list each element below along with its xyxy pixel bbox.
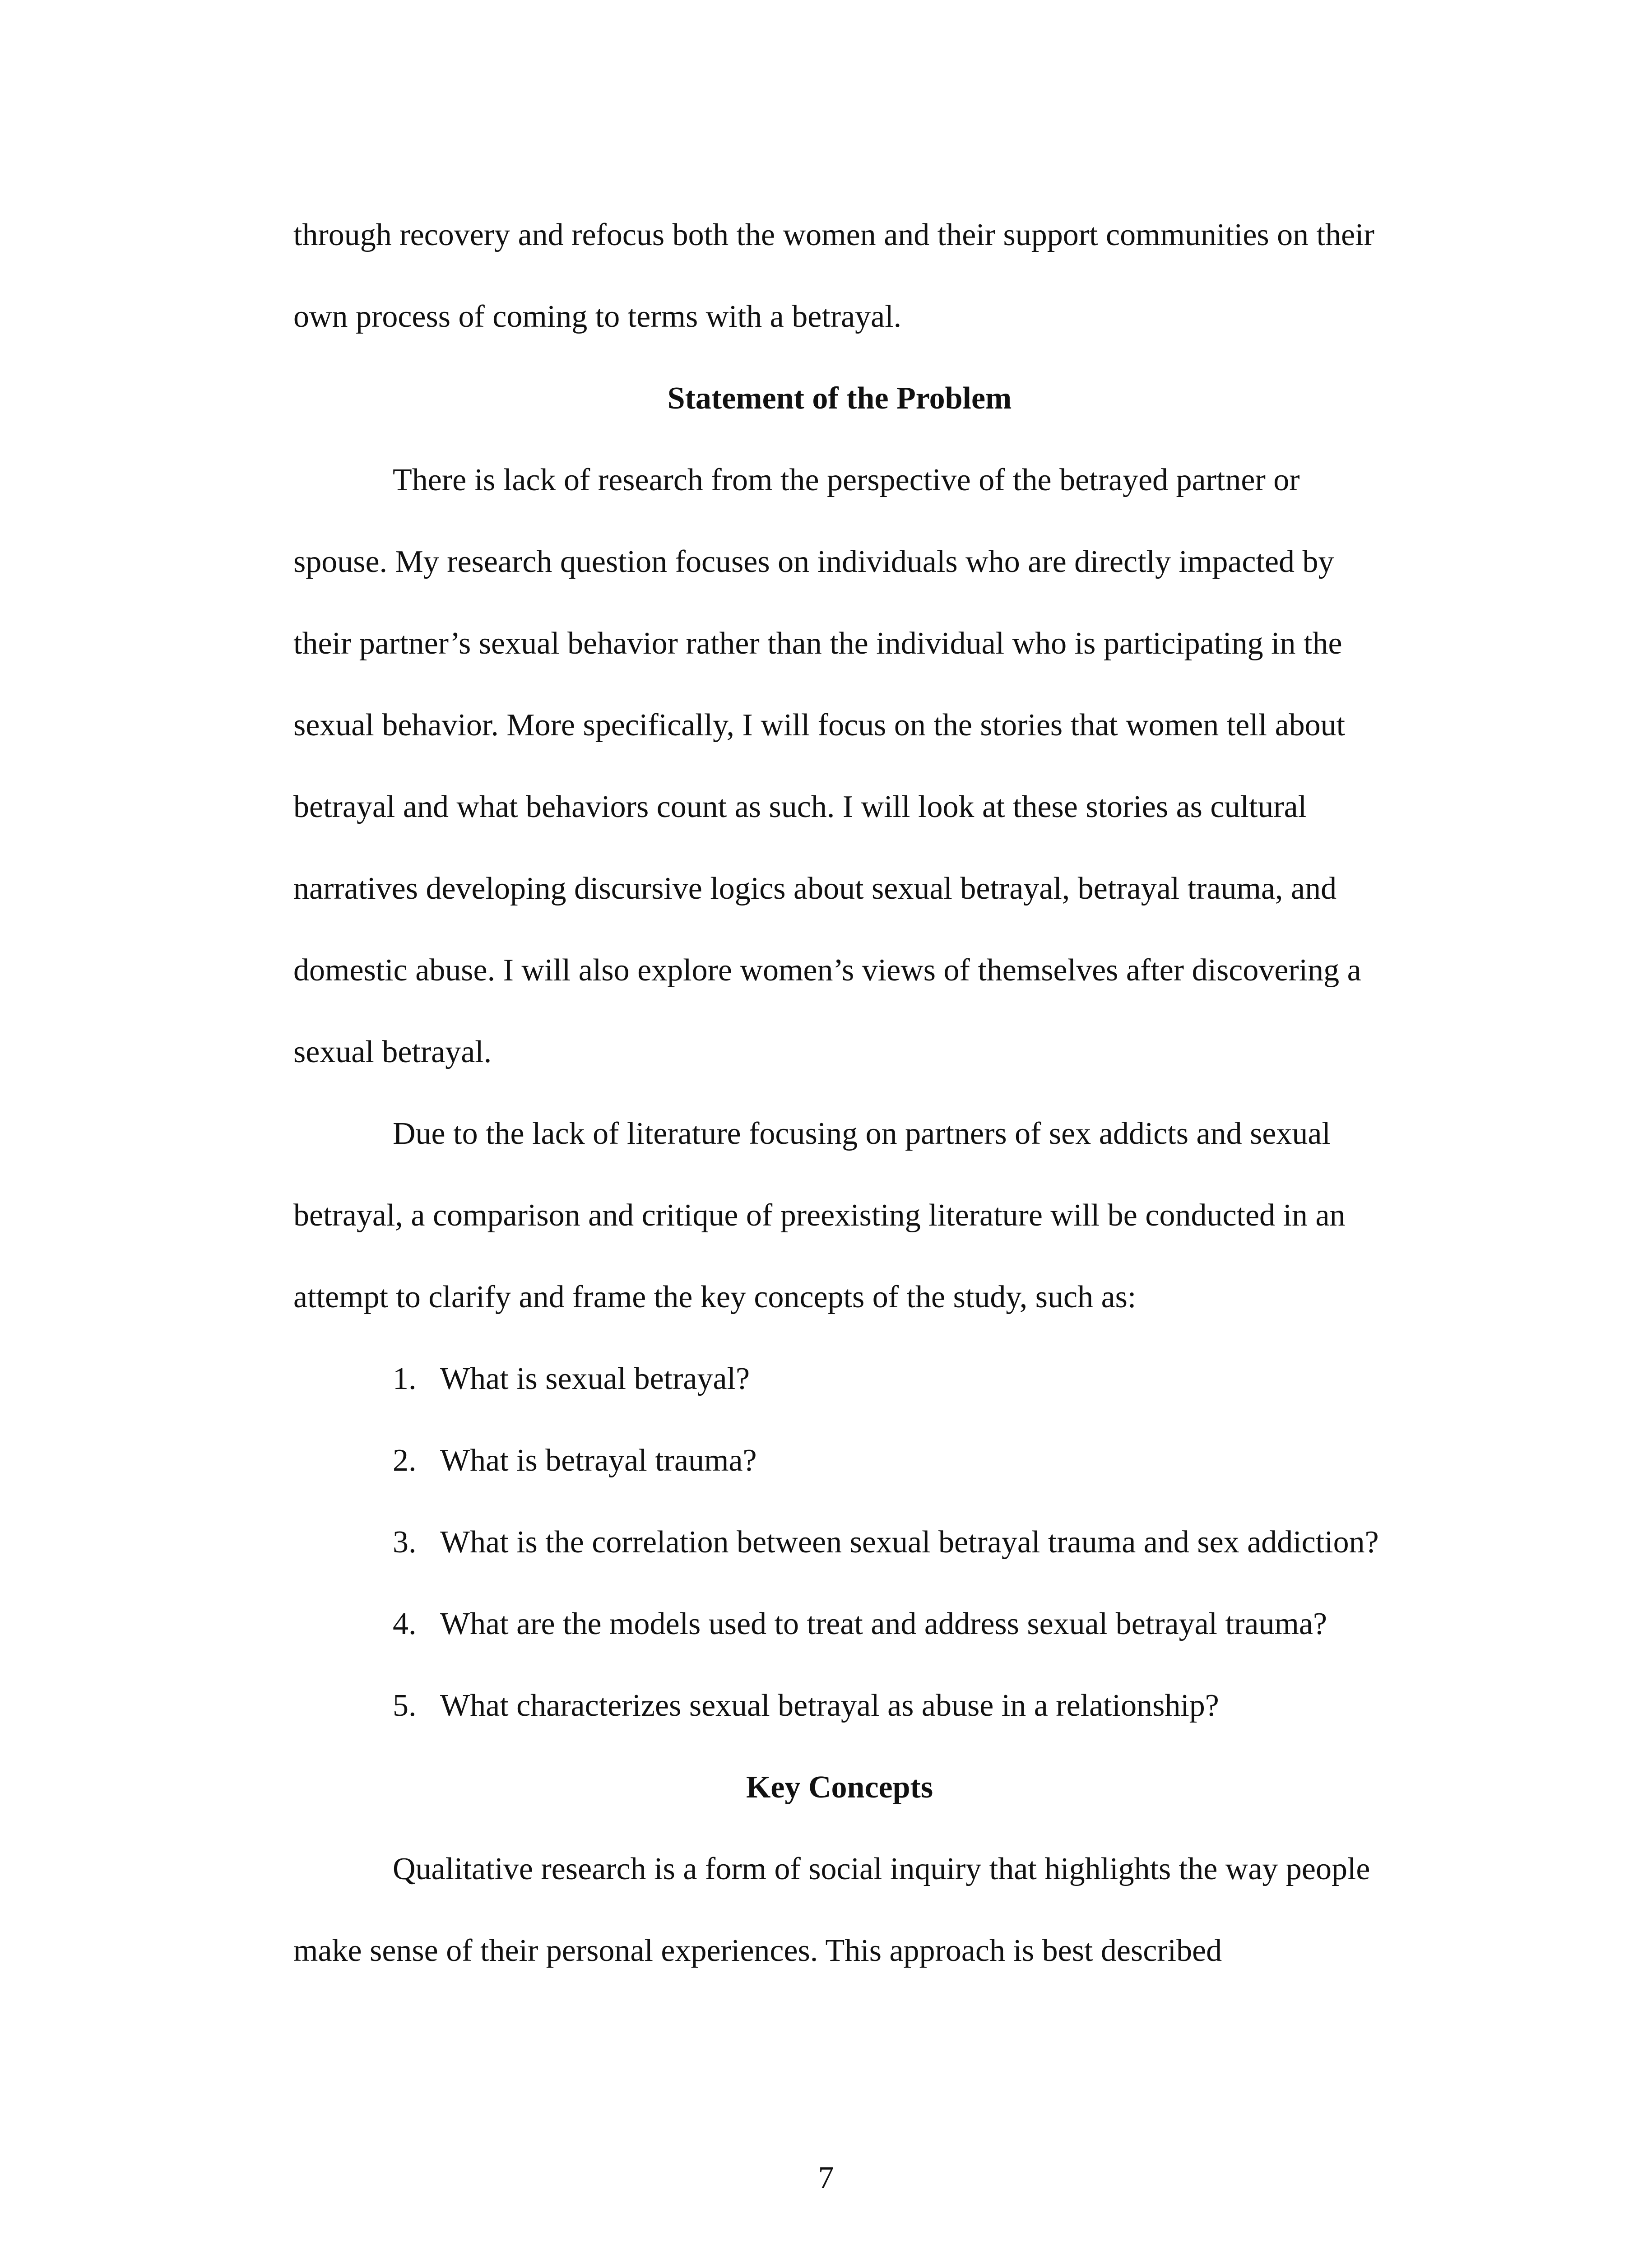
- list-item: [293, 1420, 1386, 1501]
- list-item-number: 2.: [393, 1443, 417, 1478]
- list-item: [293, 1665, 1386, 1746]
- page-number: 7: [818, 2160, 834, 2195]
- list-item-text: What is the correlation between sexual betrayal trauma and sex addiction?: [440, 1525, 1379, 1560]
- list-item-number: 5.: [393, 1688, 417, 1723]
- list-item: [293, 1583, 1386, 1665]
- problem-paragraph-1: There is lack of research from the perspective of the betrayed partner or spouse. My research question focuses on individuals who are directly impacted by their partner’s sexual behavior rather than the individual who is participating in the sexual behavior. More specifically, I will focus on the stories that women tell about betrayal and what behaviors count as such. I will look at these stories as cultural narratives developing discursive logics about sexual betrayal, betrayal trauma, and domestic abuse. I will also explore women’s views of themselves after discovering a sexual betrayal.: [293, 463, 1361, 1069]
- list-item-number: 3.: [393, 1525, 417, 1560]
- list-item-number: 1.: [393, 1361, 417, 1396]
- list-item-number: 4.: [393, 1607, 417, 1641]
- key-concepts-paragraph-1: Qualitative research is a form of social inquiry that highlights the way people make sense of their personal experiences. This approach is best described: [293, 1852, 1370, 1968]
- continued-paragraph: through recovery and refocus both the women and their support communities on their own process of coming to terms with a betrayal.: [293, 218, 1374, 334]
- section-heading-key-concepts: Key Concepts: [746, 1770, 933, 1805]
- problem-paragraph-2: Due to the lack of literature focusing on partners of sex addicts and sexual betrayal, a comparison and critique of preexisting literature will be conducted in an attempt to clarify and frame the key concepts of the study, such as:: [293, 1116, 1346, 1314]
- list-item: [293, 1501, 1386, 1583]
- list-item-text: What is betrayal trauma?: [440, 1443, 757, 1478]
- list-item-text: What is sexual betrayal?: [440, 1361, 750, 1396]
- list-item-text: What characterizes sexual betrayal as abuse in a relationship?: [440, 1688, 1219, 1723]
- list-item: [293, 1338, 1386, 1420]
- list-item-text: What are the models used to treat and address sexual betrayal trauma?: [440, 1607, 1327, 1641]
- section-heading-statement-of-problem: Statement of the Problem: [667, 381, 1012, 416]
- body-text: [293, 194, 1386, 1992]
- research-questions-list: [293, 1338, 1386, 1746]
